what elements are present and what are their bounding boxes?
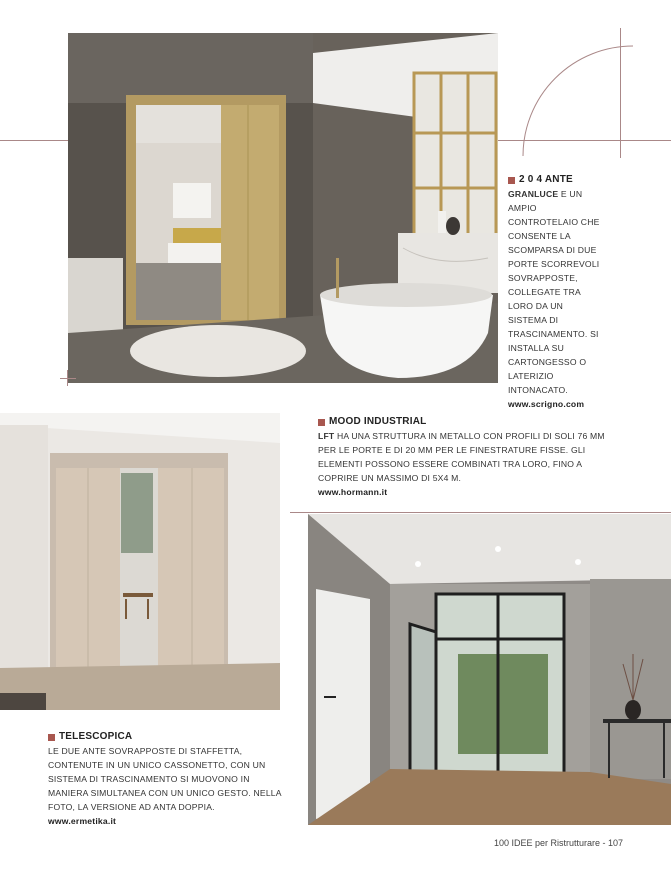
industrial-door-illustration	[308, 514, 671, 825]
bathroom-photo	[68, 33, 498, 383]
guide-line-top-left	[0, 140, 68, 141]
caption-title: TELESCOPICA	[59, 731, 133, 742]
caption-heading	[318, 415, 618, 429]
accent-square-icon	[508, 177, 515, 184]
guide-line-mid	[290, 512, 671, 513]
caption-url[interactable]: www.hormann.it	[318, 487, 388, 497]
caption-url[interactable]: www.scrigno.com	[508, 399, 585, 409]
accent-square-icon	[48, 734, 55, 741]
caption-mood-industrial	[318, 415, 618, 499]
caption-title: MOOD INDUSTRIAL	[329, 416, 427, 427]
caption-body: E UN AMPIO CONTROTELAIO CHE CONSENTE LA SCOMPARSA DI DUE PORTE SCORREVOLI SOVRAPPOSTE, COLLEGATE TRA LORO DA UN SISTEMA DI TRASCINAMENTO. SI INSTALLA SU CARTONGESSO O LATERIZIO INTONACATO.	[508, 189, 600, 395]
industrial-door-photo	[308, 514, 671, 825]
caption-brand: LFT	[318, 431, 335, 441]
caption-heading	[508, 173, 603, 187]
page-folio: 100 IDEE per Ristrutturare - 107	[493, 838, 623, 848]
telescopic-door-photo	[0, 413, 280, 710]
guide-arc	[515, 28, 671, 158]
caption-2-0-4-ante	[508, 173, 603, 411]
caption-url[interactable]: www.ermetika.it	[48, 816, 117, 826]
caption-heading	[48, 730, 283, 744]
guide-corner-mark-v	[67, 370, 68, 386]
bathroom-illustration	[68, 33, 498, 383]
caption-body: LE DUE ANTE SOVRAPPOSTE DI STAFFETTA, CONTENUTE IN UN UNICO CASSONETTO, CON UN SISTEMA DI TRASCINAMENTO SI MUOVONO IN MANIERA SIMULTANEA CON UN UNICO GESTO. NELLA FOTO, LA VERSIONE AD ANTA DOPPIA.	[48, 746, 282, 812]
caption-body: HA UNA STRUTTURA IN METALLO CON PROFILI DI SOLI 76 MM PER LE PORTE E DI 20 MM PER LE FINESTRATURE FISSE. GLI ELEMENTI POSSONO ESSERE COMBINATI TRA LORO, FINO A COPRIRE UN MASSIMO DI 5X4 M.	[318, 431, 605, 483]
caption-title: 2 0 4 ANTE	[519, 174, 573, 185]
caption-brand: GRANLUCE	[508, 189, 559, 199]
telescopic-door-illustration	[0, 413, 280, 710]
caption-telescopica	[48, 730, 283, 828]
guide-corner-mark	[60, 378, 76, 379]
accent-square-icon	[318, 419, 325, 426]
